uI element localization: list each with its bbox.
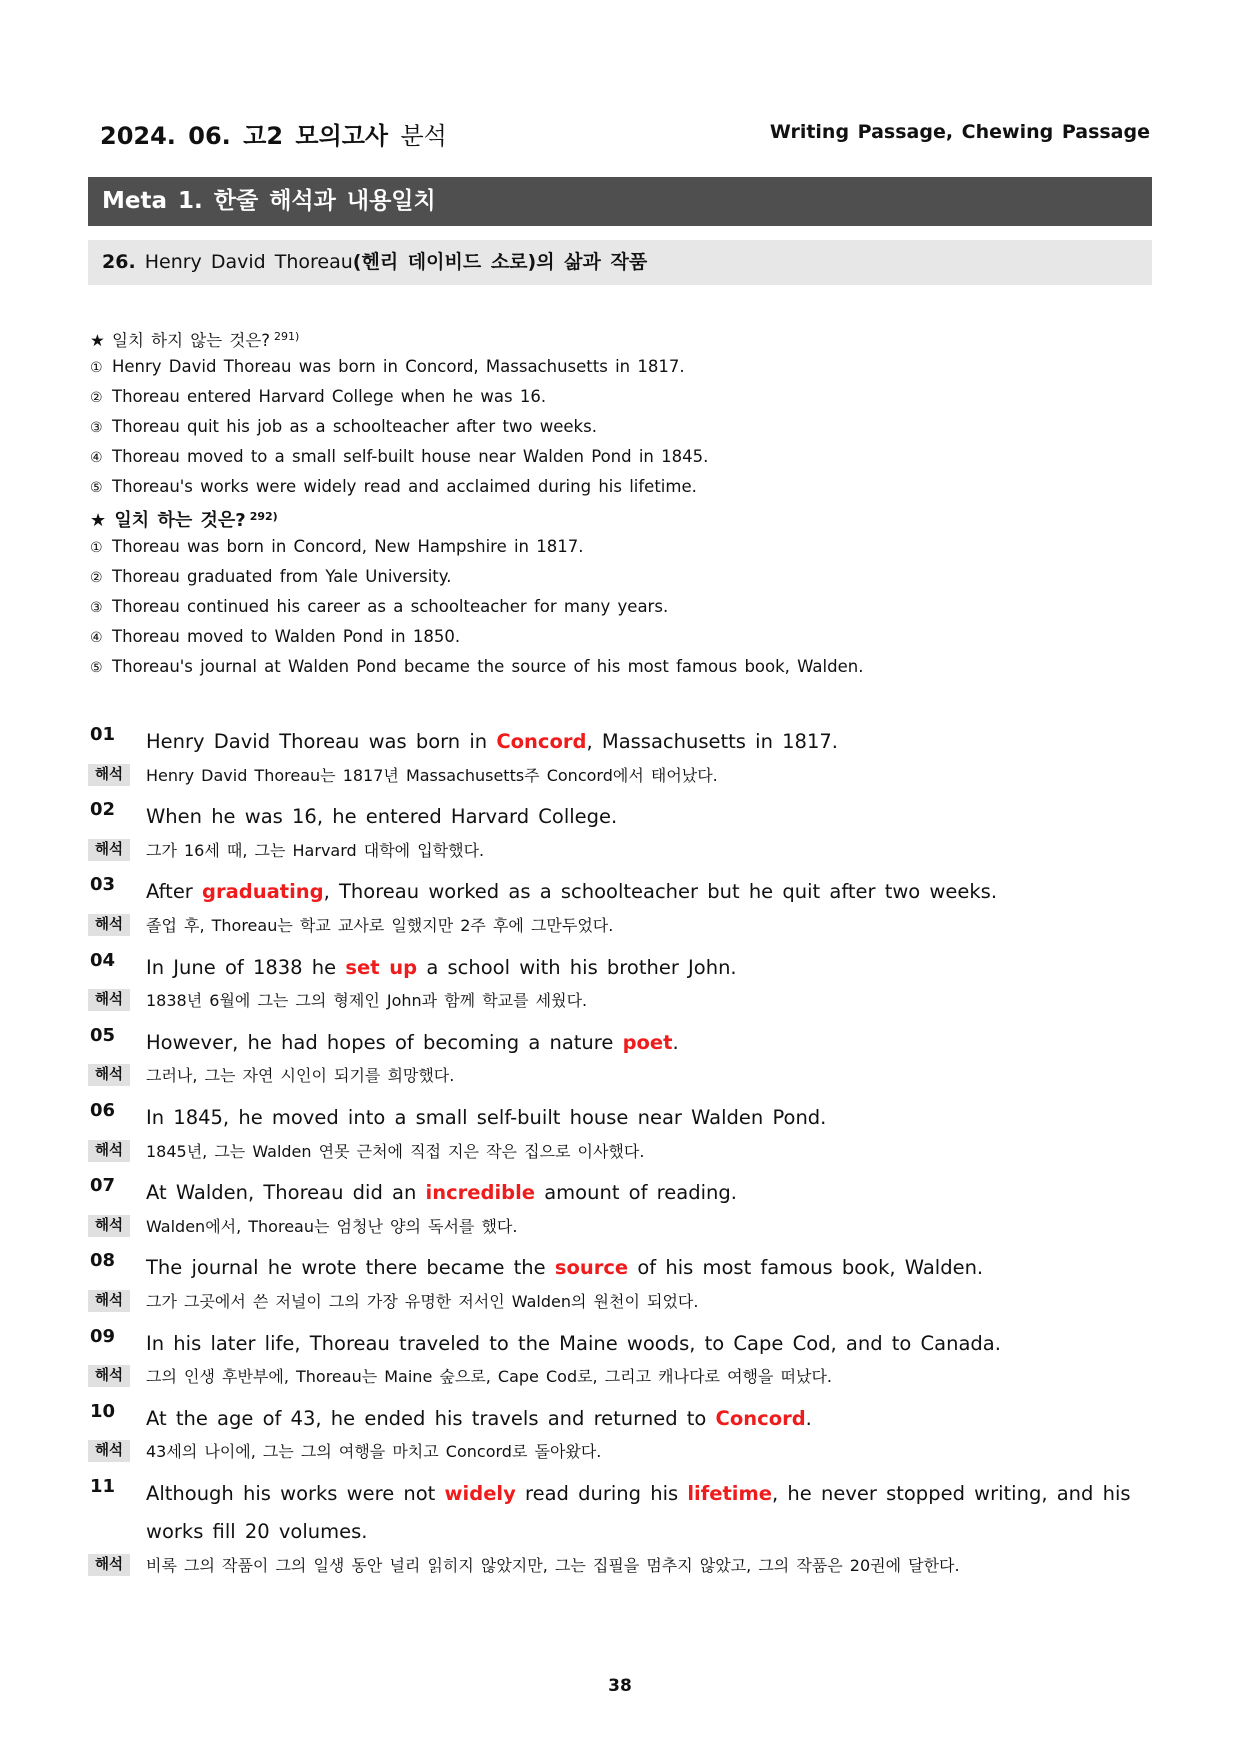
option-number: ② <box>90 390 103 406</box>
translation-text: 졸업 후, Thoreau는 학교 교사로 일했지만 2주 후에 그만두었다. <box>146 915 614 935</box>
highlighted-word: source <box>554 1256 629 1280</box>
translation-text: 그러나, 그는 자연 시인이 되기를 희망했다. <box>146 1066 455 1086</box>
sentence-fragment: Henry David Thoreau was born in <box>146 730 497 753</box>
sentence-text <box>146 1325 1146 1363</box>
translation-text: Henry David Thoreau는 1817년 Massachusetts주 Concord에서 태어났다. <box>146 765 718 785</box>
sentence-number: 08 <box>90 1250 116 1272</box>
sentence-number: 07 <box>90 1175 116 1197</box>
sentence-fragment: In his later life, Thoreau traveled to the Maine woods, to Cape Cod, and to Canada. <box>146 1331 1001 1355</box>
sentence-row <box>90 1322 1150 1360</box>
option-text: Thoreau quit his job as a schoolteacher after two weeks. <box>112 417 597 436</box>
translation-badge: 해석 <box>88 1290 130 1312</box>
quiz-option <box>90 442 1140 472</box>
translation-row <box>90 833 1150 871</box>
translation-row <box>90 1284 1150 1322</box>
quiz-heading-text: ★ 일치 하는 것은? <box>90 510 246 531</box>
sentence-fragment: The journal he wrote there became the <box>146 1256 555 1280</box>
translation-row <box>90 1134 1150 1172</box>
sentence-number: 05 <box>90 1024 116 1046</box>
translation-row <box>90 758 1150 796</box>
translation-badge: 해석 <box>88 914 130 936</box>
translation-row <box>90 1548 1150 1586</box>
sentence-row <box>90 1171 1150 1209</box>
sentence-number: 03 <box>90 874 116 896</box>
sentence-fragment: At Walden, Thoreau did an <box>146 1181 426 1205</box>
option-text: Thoreau's works were widely read and acclaimed during his lifetime. <box>112 477 697 496</box>
sentence-row <box>90 720 1150 758</box>
translation-badge: 해석 <box>88 1365 130 1387</box>
quiz-section <box>90 322 1140 682</box>
option-number: ⑤ <box>90 480 103 496</box>
sentence-row <box>90 1096 1150 1134</box>
highlighted-word: graduating <box>202 880 324 904</box>
quiz-heading <box>90 502 1140 532</box>
sentence-fragment: . <box>805 1406 812 1430</box>
translation-badge: 해석 <box>88 989 130 1011</box>
sentence-list <box>90 720 1150 1585</box>
translation-text: 1845년, 그는 Walden 연못 근처에 직접 지은 작은 집으로 이사했다. <box>146 1141 645 1161</box>
highlighted-word: Concord <box>496 730 587 753</box>
option-number: ② <box>90 570 103 586</box>
sentence-fragment: Although his works were not <box>146 1481 445 1505</box>
header-title: 2024. 06. 고2 모의고사 분석 <box>100 122 447 150</box>
subsection-title: 26. Henry David Thoreau(헨리 데이비드 소로)의 삶과 작품 <box>88 240 1152 285</box>
option-number: ⑤ <box>90 660 103 676</box>
option-number: ④ <box>90 450 103 466</box>
highlighted-word: poet <box>622 1030 673 1054</box>
sentence-row <box>90 795 1150 833</box>
translation-row <box>90 1209 1150 1247</box>
highlighted-word: Concord <box>715 1406 806 1430</box>
translation-badge: 해석 <box>88 1140 130 1162</box>
quiz-option <box>90 382 1140 412</box>
option-text: Thoreau entered Harvard College when he was 16. <box>112 387 547 406</box>
sentence-number: 10 <box>90 1400 116 1422</box>
option-number: ③ <box>90 600 103 616</box>
sentence-fragment: , he never stopped writing, and his works fill 20 volumes. <box>146 1481 1131 1543</box>
option-text: Thoreau's journal at Walden Pond became the source of his most famous book, Walden. <box>112 657 864 676</box>
sentence-fragment: . <box>672 1030 679 1054</box>
translation-text: 그의 인생 후반부에, Thoreau는 Maine 숲으로, Cape Cod로, 그리고 캐나다로 여행을 떠났다. <box>146 1367 832 1387</box>
page-number: 38 <box>608 1676 632 1696</box>
translation-badge: 해석 <box>88 1554 130 1576</box>
translation-badge: 해석 <box>88 764 130 786</box>
page-header <box>100 116 1150 152</box>
quiz-option <box>90 352 1140 382</box>
sentence-row <box>90 1397 1150 1435</box>
translation-badge: 해석 <box>88 1215 130 1237</box>
quiz-option <box>90 472 1140 502</box>
sentence-text <box>146 1249 1146 1287</box>
translation-text: Walden에서, Thoreau는 엄청난 양의 독서를 했다. <box>146 1216 518 1236</box>
sentence-row <box>90 870 1150 908</box>
sentence-row <box>90 1472 1150 1548</box>
sentence-fragment: amount of reading. <box>535 1181 737 1205</box>
option-text: Henry David Thoreau was born in Concord, Massachusetts in 1817. <box>112 357 685 376</box>
option-number: ③ <box>90 420 103 436</box>
translation-row <box>90 983 1150 1021</box>
sentence-fragment: In 1845, he moved into a small self-built house near Walden Pond. <box>146 1105 827 1129</box>
option-number: ① <box>90 360 103 376</box>
quiz-heading-text: ★ 일치 하지 않는 것은? <box>90 331 271 350</box>
translation-badge: 해석 <box>88 1440 130 1462</box>
option-text: Thoreau continued his career as a schoolteacher for many years. <box>112 597 669 616</box>
highlighted-word: widely <box>444 1481 516 1505</box>
quiz-option <box>90 652 1140 682</box>
sentence-fragment: read during his <box>515 1481 688 1505</box>
sentence-row <box>90 946 1150 984</box>
footnote-marker: 292) <box>249 510 278 523</box>
sentence-fragment: After <box>146 880 203 904</box>
translation-badge: 해석 <box>88 1064 130 1086</box>
sentence-number: 11 <box>90 1475 116 1497</box>
option-number: ④ <box>90 630 103 646</box>
sentence-number: 09 <box>90 1325 116 1347</box>
sentence-number: 04 <box>90 949 116 971</box>
section-title: Meta 1. 한줄 해석과 내용일치 <box>88 177 1152 226</box>
sentence-fragment: In June of 1838 he <box>146 955 346 979</box>
quiz-option <box>90 532 1140 562</box>
sentence-text <box>146 1024 1146 1062</box>
sentence-text <box>146 1174 1146 1212</box>
highlighted-word: incredible <box>425 1181 536 1205</box>
translation-text: 1838년 6월에 그는 그의 형제인 John과 함께 학교를 세웠다. <box>146 991 588 1011</box>
translation-text: 그가 16세 때, 그는 Harvard 대학에 입학했다. <box>146 840 485 860</box>
sentence-text <box>146 1475 1146 1551</box>
sentence-fragment: At the age of 43, he ended his travels and returned to <box>146 1406 716 1430</box>
sentence-text <box>146 723 1146 761</box>
sentence-fragment: When he was 16, he entered Harvard College. <box>146 805 618 829</box>
sentence-fragment: However, he had hopes of becoming a nature <box>146 1030 623 1054</box>
sentence-text <box>146 798 1146 836</box>
quiz-option <box>90 592 1140 622</box>
quiz-option <box>90 622 1140 652</box>
option-text: Thoreau was born in Concord, New Hampshire in 1817. <box>112 537 584 556</box>
sentence-number: 02 <box>90 799 116 821</box>
sentence-row <box>90 1246 1150 1284</box>
quiz-option <box>90 412 1140 442</box>
highlighted-word: set up <box>345 955 418 979</box>
sentence-fragment: , Massachusetts in 1817. <box>586 730 838 753</box>
translation-text: 비록 그의 작품이 그의 일생 동안 널리 읽히지 않았지만, 그는 집필을 멈추지 않았고, 그의 작품은 20권에 달한다. <box>146 1555 960 1575</box>
sentence-text <box>146 949 1146 987</box>
translation-badge: 해석 <box>88 839 130 861</box>
option-text: Thoreau moved to a small self-built house near Walden Pond in 1845. <box>112 447 709 466</box>
option-text: Thoreau moved to Walden Pond in 1850. <box>112 627 461 646</box>
option-number: ① <box>90 540 103 556</box>
sentence-number: 01 <box>90 724 116 745</box>
highlighted-word: lifetime <box>687 1481 773 1505</box>
sentence-text <box>146 1400 1146 1438</box>
sentence-fragment: of his most famous book, Walden. <box>628 1256 984 1280</box>
translation-row <box>90 1058 1150 1096</box>
sentence-fragment: a school with his brother John. <box>417 955 737 979</box>
sentence-row <box>90 1021 1150 1059</box>
translation-text: 43세의 나이에, 그는 그의 여행을 마치고 Concord로 돌아왔다. <box>146 1442 602 1462</box>
translation-row <box>90 1359 1150 1397</box>
translation-row <box>90 908 1150 946</box>
sentence-text <box>146 873 1146 911</box>
translation-text: 그가 그곳에서 쓴 저널이 그의 가장 유명한 저서인 Walden의 원천이 되었다. <box>146 1291 699 1311</box>
footnote-marker: 291) <box>274 330 300 343</box>
sentence-fragment: , Thoreau worked as a schoolteacher but he quit after two weeks. <box>323 880 998 904</box>
quiz-heading <box>90 322 1140 352</box>
sentence-text <box>146 1099 1146 1137</box>
header-right-title: Writing Passage, Chewing Passage <box>769 121 1150 143</box>
sentence-number: 06 <box>90 1099 116 1121</box>
translation-row <box>90 1434 1150 1472</box>
option-text: Thoreau graduated from Yale University. <box>112 567 452 586</box>
quiz-option <box>90 562 1140 592</box>
